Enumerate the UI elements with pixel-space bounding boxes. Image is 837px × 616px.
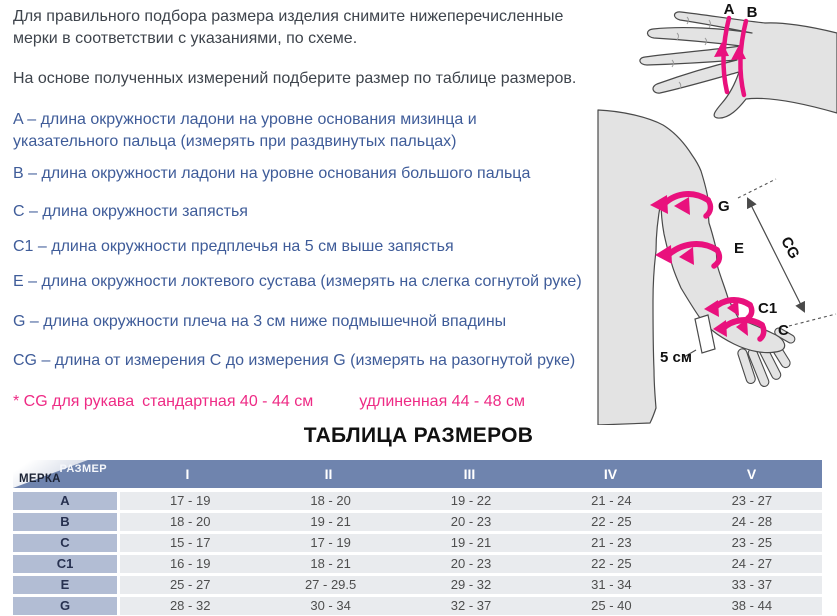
sleeve-length-note — [13, 393, 525, 411]
measurement-definition-a: A – длина окружности ладони на уровне основания мизинца и указательного пальца (измерять при раздвинутых пальцах) — [13, 111, 477, 150]
row-values — [120, 555, 822, 573]
cell: 38 - 44 — [731, 598, 773, 613]
table-row-g — [13, 597, 822, 615]
row-label: G — [13, 597, 117, 615]
cell: 18 - 21 — [310, 556, 351, 571]
corner-size-label: РАЗМЕР — [59, 463, 107, 475]
cell: 31 - 34 — [591, 577, 632, 592]
cell: 21 - 23 — [591, 535, 632, 550]
note-prefix: * CG для рукава — [13, 393, 135, 410]
cell: 33 - 37 — [731, 577, 773, 592]
size-table — [13, 460, 822, 615]
arm-diagram — [580, 98, 837, 425]
cell: 19 - 21 — [310, 514, 351, 529]
hand-label-a: A — [723, 1, 735, 18]
cell: 24 - 28 — [731, 514, 773, 529]
cell: 23 - 27 — [731, 493, 773, 508]
column-header-2: II — [324, 466, 333, 482]
measurement-definition-g: G – длина окружности плеча на 3 см ниже подмышечной впадины — [13, 313, 507, 330]
cell: 18 - 20 — [169, 514, 211, 529]
arm-label-c: C — [778, 322, 789, 339]
row-values — [120, 597, 822, 615]
table-header — [13, 460, 822, 488]
cell: 15 - 17 — [169, 535, 211, 550]
cell: 22 - 25 — [591, 556, 632, 571]
dashed-line-g — [738, 179, 776, 198]
note-standard-option: стандартная 40 - 44 см — [142, 393, 314, 410]
table-row-a — [13, 492, 822, 510]
cell: 20 - 23 — [450, 556, 492, 571]
cell: 18 - 20 — [310, 493, 351, 508]
intro-paragraph-1: Для правильного подбора размера изделия снимите нижеперечисленные мерки в соответствии с указаниями, по схеме. — [13, 8, 564, 47]
body-arm-outline — [598, 110, 785, 425]
column-header-5: V — [746, 466, 757, 482]
cell: 23 - 25 — [731, 535, 773, 550]
size-table-title: ТАБЛИЦА РАЗМЕРОВ — [303, 424, 534, 447]
cell: 32 - 37 — [450, 598, 492, 613]
note-extended-option: удлиненная 44 - 48 см — [359, 393, 525, 410]
row-label: C — [13, 534, 117, 552]
row-label: B — [13, 513, 117, 531]
table-row-b — [13, 513, 822, 531]
cell: 28 - 32 — [169, 598, 211, 613]
row-values — [120, 513, 822, 531]
corner-cell — [13, 460, 117, 488]
row-values — [120, 576, 822, 594]
row-values — [120, 534, 822, 552]
table-row-e — [13, 576, 822, 594]
row-values — [120, 492, 822, 510]
row-label: A — [13, 492, 117, 510]
measurement-definition-b: B – длина окружности ладони на уровне основания большого пальца — [13, 165, 531, 182]
cell: 30 - 34 — [310, 598, 351, 613]
cell: 21 - 24 — [591, 493, 632, 508]
column-header-3: III — [463, 466, 476, 482]
dashed-line-c — [789, 314, 836, 326]
intro-paragraph-2: На основе полученных измерений подберите размер по таблице размеров. — [13, 70, 577, 87]
column-header-1: I — [185, 466, 190, 482]
column-header-4: IV — [603, 466, 618, 482]
table-row-c1 — [13, 555, 822, 573]
measurement-definition-c: C – длина окружности запястья — [13, 203, 248, 220]
cell: 17 - 19 — [169, 493, 211, 508]
measurement-definition-e: E – длина окружности локтевого сустава (измерять на слегка согнутой руке) — [13, 273, 582, 290]
arm-label-g: G — [718, 198, 730, 215]
arm-label-5cm: 5 см — [660, 349, 692, 366]
measurement-definition-c1: C1 – длина окружности предплечья на 5 см выше запястья — [13, 238, 454, 255]
arm-label-c1: C1 — [758, 300, 778, 317]
cell: 25 - 27 — [169, 577, 211, 592]
cell: 17 - 19 — [310, 535, 351, 550]
cell: 29 - 32 — [450, 577, 492, 592]
cell: 19 - 22 — [450, 493, 492, 508]
cell: 20 - 23 — [450, 514, 492, 529]
table-row-c — [13, 534, 822, 552]
row-label: E — [13, 576, 117, 594]
corner-measure-label: МЕРКА — [19, 473, 61, 485]
cell: 25 - 40 — [591, 598, 632, 613]
arm-label-e: E — [734, 240, 745, 257]
arm-label-cg: CG — [777, 233, 803, 262]
row-label: C1 — [13, 555, 117, 573]
hand-label-b: B — [746, 4, 758, 21]
cell: 22 - 25 — [591, 514, 632, 529]
cell: 16 - 19 — [169, 556, 211, 571]
cell: 24 - 27 — [731, 556, 773, 571]
cell: 19 - 21 — [450, 535, 492, 550]
cell: 27 - 29.5 — [304, 577, 357, 592]
measurement-definition-cg: CG – длина от измерения C до измерения G (измерять на разогнутой руке) — [13, 352, 576, 369]
column-headers — [117, 460, 822, 488]
